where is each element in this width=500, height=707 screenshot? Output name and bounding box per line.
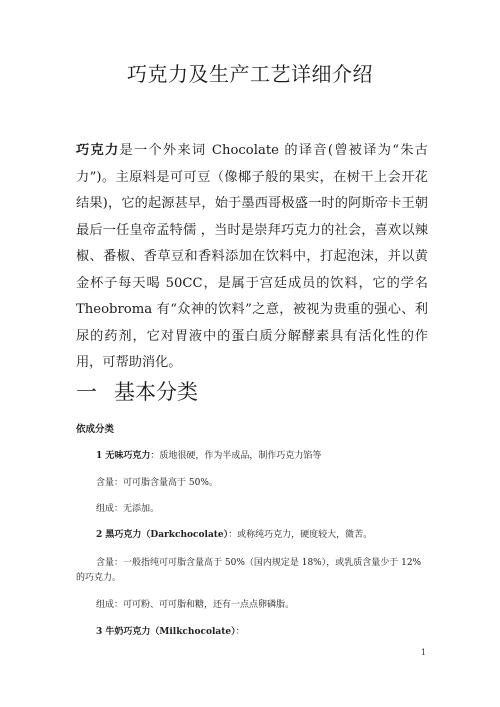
section-title: 基本分类 — [114, 380, 198, 404]
section-number: 一 — [76, 380, 97, 404]
intro-paragraph — [76, 138, 428, 377]
section-heading — [76, 377, 428, 407]
page-number: 1 — [421, 648, 427, 657]
item-3-label: 3 牛奶巧克力（Milkchocolate） — [96, 627, 236, 637]
item-2-content: 含量：一般指纯可可脂含量高于 50%（国内规定是 18%），或乳质含量少于 12%的巧克力。 — [76, 558, 422, 583]
intro-text: 是一个外来词 Chocolate 的译音(曾被译为“朱古力”)。主原料是可可豆（像椰子般的果实，在树干上会开花结果)，它的起源甚早，始于墨西哥极盛一时的阿斯帝卡王朝最后一任皇帝孟特儒 ，当时是崇拜巧克力的社会，喜欢以辣椒、番椒、香草豆和香料添加在饮料中，打起泡沫，并以黄金杯子每天喝 50CC，是属于宫廷成员的饮料，它的学名 Theobroma 有“众神的饮料”之意，被视为贵重的强心、利尿的药剂，它对胃液中的蛋白质分解酵素具有活化性的作用，可帮助消化。 — [76, 143, 428, 370]
intro-lead: 巧克力 — [76, 143, 120, 158]
item-3-desc: ： — [235, 627, 245, 637]
item-2-composition: 组成：可可粉、可可脂和糖，还有一点点卵磷脂。 — [96, 600, 295, 610]
item-1-composition: 组成：无添加。 — [96, 504, 160, 514]
item-1-content: 含量：可可脂含量高于 50%。 — [96, 478, 218, 488]
item-2-desc: ：或称纯巧克力，硬度较大，微苦。 — [228, 530, 373, 540]
item-1-title — [76, 449, 428, 464]
document-title: 巧克力及生产工艺详细介绍 — [127, 62, 373, 86]
subheading: 依成分类 — [76, 424, 115, 435]
item-1-desc: ：质地很硬，作为半成品，制作巧克力馅等 — [150, 451, 322, 461]
item-2-label: 2 黑巧克力（Darkchocolate） — [96, 530, 229, 540]
item-2-title — [76, 528, 428, 543]
item-3-title — [76, 625, 428, 640]
item-1-label: 1 无味巧克力 — [96, 451, 151, 461]
